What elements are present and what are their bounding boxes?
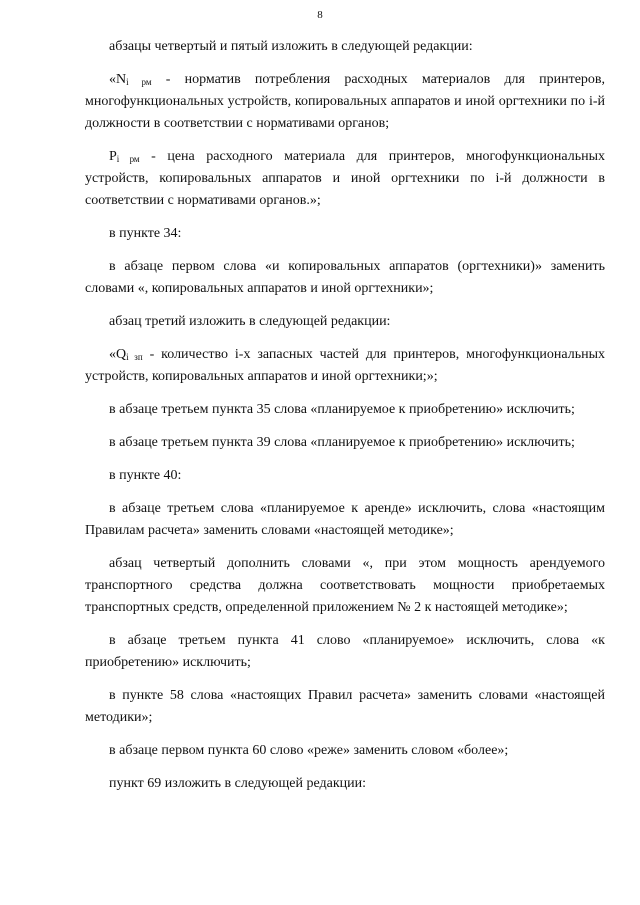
formula-symbol: P <box>109 149 117 164</box>
paragraph-formula-n <box>85 69 605 135</box>
paragraph: в абзаце первом слова «и копировальных аппаратов (оргтехники)» заменить словами «, копировальных аппаратов и иной оргтехники»; <box>85 259 605 296</box>
formula-symbol: «N <box>109 72 127 87</box>
paragraph: в пункте 40: <box>109 468 182 483</box>
paragraph: в абзаце третьем пункта 35 слова «планируемое к приобретению» исключить; <box>109 402 575 417</box>
paragraph: пункт 69 изложить в следующей редакции: <box>109 776 366 791</box>
paragraph-formula-q <box>85 344 605 388</box>
paragraph: абзац четвертый дополнить словами «, при этом мощность арендуемого транспортного средства должна соответствовать мощности приобретаемых транспортных средств, определенной приложением № 2 к настоящей методике»; <box>85 556 605 615</box>
formula-subscript: i рм <box>116 154 140 164</box>
formula-definition: - норматив потребления расходных материалов для принтеров, многофункциональных устройств, копировальных аппаратов и иной оргтехники по i-й должности в соответствии с нормативами органов; <box>85 72 606 131</box>
formula-definition: - количество i-х запасных частей для принтеров, многофункциональных устройств, копировальных аппаратов и иной оргтехники;»; <box>85 347 605 384</box>
paragraph-formula-p <box>85 146 605 212</box>
paragraph: в абзаце третьем пункта 41 слово «планируемое» исключить, слова «к приобретению» исключить; <box>85 633 605 670</box>
paragraph: абзац третий изложить в следующей редакции: <box>109 314 391 329</box>
paragraph: в абзаце первом пункта 60 слово «реже» заменить словом «более»; <box>109 743 509 758</box>
paragraph: в абзаце третьем слова «планируемое к аренде» исключить, слова «настоящим Правилам расчета» заменить словами «настоящей методике»; <box>85 501 605 538</box>
paragraph: абзацы четвертый и пятый изложить в следующей редакции: <box>109 39 473 54</box>
paragraph: в абзаце третьем пункта 39 слова «планируемое к приобретению» исключить; <box>109 435 575 450</box>
paragraph: в пункте 34: <box>109 226 182 241</box>
formula-definition: - цена расходного материала для принтеров, многофункциональных устройств, копировальных аппаратов и иной оргтехники по i-й должности в соответствии с нормативами органов.»; <box>85 149 605 208</box>
formula-subscript: i зп <box>126 352 143 362</box>
document-body <box>85 36 605 795</box>
formula-symbol: «Q <box>109 347 127 362</box>
paragraph: в пункте 58 слова «настоящих Правил расчета» заменить словами «настоящей методики»; <box>85 688 605 725</box>
page-number: 8 <box>317 9 323 21</box>
formula-subscript: i рм <box>126 77 152 87</box>
